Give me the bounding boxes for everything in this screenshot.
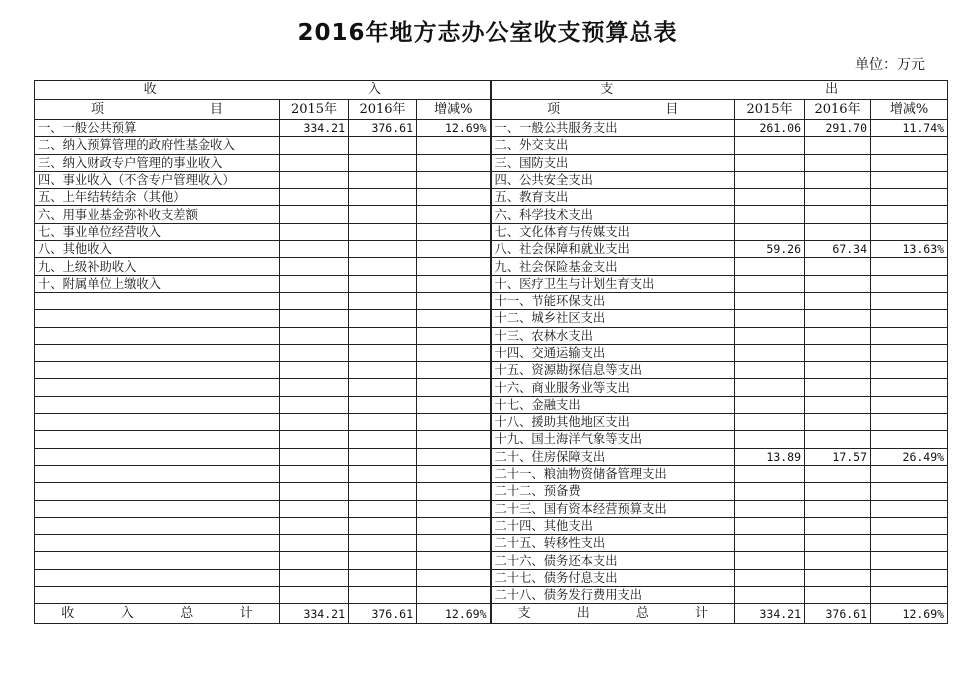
income-item-name: [35, 310, 280, 327]
expense-value-2016: [805, 258, 871, 275]
income-item-name: 四、事业收入（不含专户管理收入）: [35, 171, 280, 188]
expense-change: [871, 414, 948, 431]
income-value-2016: [349, 189, 417, 206]
expense-change: [871, 344, 948, 361]
expense-value-2015: [735, 500, 805, 517]
income-value-2015: [280, 241, 349, 258]
income-value-2015: [280, 448, 349, 465]
expense-item-name: 十八、援助其他地区支出: [491, 414, 735, 431]
income-change: [417, 258, 491, 275]
income-item-name: 一、一般公共预算: [35, 120, 280, 137]
income-value-2016: [349, 137, 417, 154]
income-value-2016: [349, 414, 417, 431]
income-change: [417, 587, 491, 604]
page-title: 2016年地方志办公室收支预算总表: [297, 20, 678, 46]
expense-change: [871, 223, 948, 240]
income-item-name: [35, 431, 280, 448]
income-change: [417, 431, 491, 448]
income-value-2016: [349, 275, 417, 292]
income-item-header: 项 目: [35, 100, 280, 120]
income-value-2015: [280, 206, 349, 223]
income-value-2016: [349, 327, 417, 344]
table-row: [35, 223, 948, 240]
expense-value-2016: 17.57: [805, 448, 871, 465]
income-change: [417, 414, 491, 431]
income-item-name: 七、事业单位经营收入: [35, 223, 280, 240]
expense-2016-header: 2016年: [805, 100, 871, 120]
expense-value-2016: [805, 275, 871, 292]
expense-item-name: 二、外交支出: [491, 137, 735, 154]
income-value-2016: [349, 569, 417, 586]
income-change: [417, 483, 491, 500]
expense-item-name: 三、国防支出: [491, 154, 735, 171]
expense-item-name: 二十六、债务还本支出: [491, 552, 735, 569]
income-change: [417, 171, 491, 188]
income-change: [417, 517, 491, 534]
table-row: [35, 154, 948, 171]
totals-row: [35, 604, 948, 624]
expense-section-header: 支 出: [491, 81, 948, 100]
expense-value-2015: [735, 292, 805, 309]
expense-value-2016: [805, 327, 871, 344]
expense-value-2015: [735, 379, 805, 396]
expense-value-2015: [735, 344, 805, 361]
income-item-name: 三、纳入财政专户管理的事业收入: [35, 154, 280, 171]
income-item-name: [35, 535, 280, 552]
expense-change: 26.49%: [871, 448, 948, 465]
income-value-2015: [280, 189, 349, 206]
expense-change: [871, 483, 948, 500]
income-change: [417, 275, 491, 292]
expense-value-2015: [735, 223, 805, 240]
expense-value-2016: [805, 465, 871, 482]
income-value-2016: [349, 552, 417, 569]
income-value-2016: [349, 171, 417, 188]
income-change: [417, 137, 491, 154]
income-item-name: [35, 379, 280, 396]
expense-change: [871, 569, 948, 586]
income-item-name: 二、纳入预算管理的政府性基金收入: [35, 137, 280, 154]
expense-total-2015: 334.21: [735, 604, 805, 624]
income-change: [417, 500, 491, 517]
expense-value-2015: [735, 137, 805, 154]
income-change: [417, 189, 491, 206]
expense-item-name: 十七、金融支出: [491, 396, 735, 413]
income-value-2016: [349, 587, 417, 604]
income-value-2016: [349, 517, 417, 534]
expense-value-2016: [805, 500, 871, 517]
expense-2015-header: 2015年: [735, 100, 805, 120]
table-row: [35, 483, 948, 500]
expense-value-2015: [735, 431, 805, 448]
expense-item-name: 十五、资源勘探信息等支出: [491, 362, 735, 379]
table-row: [35, 362, 948, 379]
income-value-2015: [280, 535, 349, 552]
income-value-2016: [349, 310, 417, 327]
income-change: [417, 535, 491, 552]
expense-change: [871, 500, 948, 517]
income-item-name: [35, 569, 280, 586]
income-value-2015: [280, 517, 349, 534]
expense-value-2015: [735, 189, 805, 206]
income-change-header: 增减%: [417, 100, 491, 120]
expense-change: [871, 396, 948, 413]
income-change: [417, 552, 491, 569]
table-row: [35, 120, 948, 137]
income-value-2015: [280, 552, 349, 569]
income-value-2015: [280, 275, 349, 292]
table-row: [35, 569, 948, 586]
header-row-section: [35, 81, 948, 100]
expense-item-name: 六、科学技术支出: [491, 206, 735, 223]
expense-item-name: 十、医疗卫生与计划生育支出: [491, 275, 735, 292]
expense-item-name: 二十、住房保障支出: [491, 448, 735, 465]
income-value-2016: [349, 500, 417, 517]
income-value-2015: [280, 500, 349, 517]
expense-change: [871, 379, 948, 396]
income-value-2016: 376.61: [349, 120, 417, 137]
table-row: [35, 344, 948, 361]
table-row: [35, 189, 948, 206]
expense-change-header: 增减%: [871, 100, 948, 120]
expense-item-name: 十二、城乡社区支出: [491, 310, 735, 327]
income-item-name: [35, 292, 280, 309]
table-row: [35, 517, 948, 534]
income-change: [417, 344, 491, 361]
expense-item-name: 八、社会保障和就业支出: [491, 241, 735, 258]
income-value-2016: [349, 431, 417, 448]
expense-value-2016: 291.70: [805, 120, 871, 137]
expense-value-2016: [805, 396, 871, 413]
income-item-name: [35, 362, 280, 379]
expense-value-2016: [805, 535, 871, 552]
table-row: [35, 292, 948, 309]
expense-value-2015: 59.26: [735, 241, 805, 258]
income-value-2016: [349, 292, 417, 309]
budget-table: [34, 80, 948, 624]
expense-value-2015: [735, 258, 805, 275]
income-value-2016: [349, 154, 417, 171]
income-value-2015: [280, 431, 349, 448]
expense-change: [871, 431, 948, 448]
expense-value-2016: [805, 310, 871, 327]
expense-total-label: 支 出 总 计: [491, 604, 735, 624]
table-row: [35, 500, 948, 517]
income-item-name: [35, 344, 280, 361]
income-item-name: [35, 327, 280, 344]
expense-value-2016: [805, 344, 871, 361]
income-value-2016: [349, 483, 417, 500]
expense-item-name: 二十三、国有资本经营预算支出: [491, 500, 735, 517]
expense-value-2015: [735, 171, 805, 188]
expense-value-2015: [735, 154, 805, 171]
income-2016-header: 2016年: [349, 100, 417, 120]
income-change: [417, 154, 491, 171]
income-value-2015: [280, 258, 349, 275]
expense-item-name: 七、文化体育与传媒支出: [491, 223, 735, 240]
expense-value-2016: [805, 379, 871, 396]
expense-item-name: 一、一般公共服务支出: [491, 120, 735, 137]
income-item-name: [35, 587, 280, 604]
income-change: [417, 569, 491, 586]
expense-value-2016: [805, 483, 871, 500]
income-change: [417, 448, 491, 465]
income-item-name: [35, 552, 280, 569]
table-row: [35, 379, 948, 396]
expense-value-2016: [805, 552, 871, 569]
expense-change: [871, 258, 948, 275]
expense-value-2015: [735, 552, 805, 569]
income-change: [417, 206, 491, 223]
income-change: [417, 327, 491, 344]
expense-change: [871, 310, 948, 327]
expense-item-name: 二十一、粮油物资储备管理支出: [491, 465, 735, 482]
income-change: [417, 292, 491, 309]
table-row: [35, 535, 948, 552]
expense-item-name: 五、教育支出: [491, 189, 735, 206]
income-value-2016: [349, 362, 417, 379]
income-change: [417, 223, 491, 240]
expense-change: [871, 535, 948, 552]
income-value-2015: [280, 310, 349, 327]
expense-value-2015: [735, 483, 805, 500]
income-change: [417, 379, 491, 396]
income-total-2015: 334.21: [280, 604, 349, 624]
expense-total-2016: 376.61: [805, 604, 871, 624]
expense-item-name: 二十五、转移性支出: [491, 535, 735, 552]
income-change: [417, 465, 491, 482]
expense-value-2016: [805, 292, 871, 309]
income-item-name: [35, 396, 280, 413]
expense-item-name: 十九、国土海洋气象等支出: [491, 431, 735, 448]
expense-item-header: 项 目: [491, 100, 735, 120]
expense-value-2016: [805, 154, 871, 171]
income-item-name: 六、用事业基金弥补收支差额: [35, 206, 280, 223]
expense-item-name: 二十八、债务发行费用支出: [491, 587, 735, 604]
expense-change: 13.63%: [871, 241, 948, 258]
table-row: [35, 275, 948, 292]
income-item-name: [35, 448, 280, 465]
income-item-name: 五、上年结转结余（其他）: [35, 189, 280, 206]
income-value-2016: [349, 241, 417, 258]
header-row-columns: [35, 100, 948, 120]
income-value-2016: [349, 535, 417, 552]
expense-value-2015: 261.06: [735, 120, 805, 137]
income-total-change: 12.69%: [417, 604, 491, 624]
income-value-2015: [280, 137, 349, 154]
expense-value-2016: [805, 189, 871, 206]
expense-value-2016: 67.34: [805, 241, 871, 258]
expense-value-2016: [805, 517, 871, 534]
expense-change: [871, 327, 948, 344]
table-row: [35, 431, 948, 448]
expense-value-2015: [735, 587, 805, 604]
income-value-2015: [280, 223, 349, 240]
income-value-2015: [280, 414, 349, 431]
expense-change: [871, 189, 948, 206]
income-value-2016: [349, 448, 417, 465]
unit-label: 单位：万元: [855, 57, 925, 73]
table-row: [35, 258, 948, 275]
income-value-2016: [349, 344, 417, 361]
expense-item-name: 十三、农林水支出: [491, 327, 735, 344]
income-value-2015: 334.21: [280, 120, 349, 137]
table-row: [35, 465, 948, 482]
expense-value-2015: [735, 362, 805, 379]
income-item-name: 八、其他收入: [35, 241, 280, 258]
expense-item-name: 四、公共安全支出: [491, 171, 735, 188]
expense-value-2016: [805, 171, 871, 188]
income-section-header: 收 入: [35, 81, 491, 100]
expense-value-2015: [735, 569, 805, 586]
expense-change: [871, 587, 948, 604]
expense-change: [871, 362, 948, 379]
expense-change: [871, 154, 948, 171]
income-value-2015: [280, 587, 349, 604]
expense-item-name: 二十四、其他支出: [491, 517, 735, 534]
income-value-2015: [280, 327, 349, 344]
income-value-2016: [349, 396, 417, 413]
income-change: [417, 310, 491, 327]
expense-change: [871, 137, 948, 154]
expense-change: [871, 552, 948, 569]
table-row: [35, 310, 948, 327]
expense-change: [871, 275, 948, 292]
income-value-2015: [280, 465, 349, 482]
expense-value-2015: [735, 517, 805, 534]
expense-value-2016: [805, 362, 871, 379]
table-row: [35, 171, 948, 188]
income-item-name: 十、附属单位上缴收入: [35, 275, 280, 292]
income-value-2015: [280, 362, 349, 379]
table-row: [35, 448, 948, 465]
income-value-2016: [349, 465, 417, 482]
expense-change: [871, 517, 948, 534]
expense-value-2015: [735, 535, 805, 552]
income-total-2016: 376.61: [349, 604, 417, 624]
expense-item-name: 十一、节能环保支出: [491, 292, 735, 309]
income-value-2016: [349, 258, 417, 275]
table-row: [35, 206, 948, 223]
expense-value-2016: [805, 223, 871, 240]
table-row: [35, 587, 948, 604]
table-row: [35, 414, 948, 431]
table-row: [35, 396, 948, 413]
expense-change: 11.74%: [871, 120, 948, 137]
income-change: [417, 362, 491, 379]
expense-change: [871, 465, 948, 482]
expense-item-name: 二十二、预备费: [491, 483, 735, 500]
expense-value-2015: [735, 414, 805, 431]
expense-value-2015: [735, 396, 805, 413]
income-item-name: [35, 517, 280, 534]
income-item-name: [35, 483, 280, 500]
table-row: [35, 241, 948, 258]
expense-change: [871, 206, 948, 223]
expense-value-2016: [805, 206, 871, 223]
expense-change: [871, 171, 948, 188]
expense-total-change: 12.69%: [871, 604, 948, 624]
income-item-name: [35, 414, 280, 431]
income-item-name: [35, 465, 280, 482]
income-value-2015: [280, 483, 349, 500]
table-row: [35, 137, 948, 154]
income-value-2016: [349, 379, 417, 396]
expense-value-2015: [735, 310, 805, 327]
income-value-2016: [349, 206, 417, 223]
expense-item-name: 二十七、债务付息支出: [491, 569, 735, 586]
expense-value-2016: [805, 414, 871, 431]
income-change: [417, 396, 491, 413]
income-value-2015: [280, 569, 349, 586]
expense-value-2015: [735, 465, 805, 482]
table-row: [35, 327, 948, 344]
income-change: [417, 241, 491, 258]
table-row: [35, 552, 948, 569]
expense-value-2016: [805, 431, 871, 448]
income-value-2015: [280, 292, 349, 309]
expense-item-name: 九、社会保险基金支出: [491, 258, 735, 275]
income-value-2015: [280, 379, 349, 396]
expense-value-2015: [735, 275, 805, 292]
expense-item-name: 十四、交通运输支出: [491, 344, 735, 361]
expense-value-2015: 13.89: [735, 448, 805, 465]
income-value-2015: [280, 154, 349, 171]
expense-item-name: 十六、商业服务业等支出: [491, 379, 735, 396]
income-value-2015: [280, 171, 349, 188]
income-change: 12.69%: [417, 120, 491, 137]
income-value-2016: [349, 223, 417, 240]
income-2015-header: 2015年: [280, 100, 349, 120]
expense-value-2015: [735, 327, 805, 344]
income-value-2015: [280, 396, 349, 413]
income-value-2015: [280, 344, 349, 361]
income-item-name: [35, 500, 280, 517]
income-total-label: 收 入 总 计: [35, 604, 280, 624]
expense-value-2015: [735, 206, 805, 223]
expense-value-2016: [805, 137, 871, 154]
expense-change: [871, 292, 948, 309]
expense-value-2016: [805, 587, 871, 604]
expense-value-2016: [805, 569, 871, 586]
income-item-name: 九、上级补助收入: [35, 258, 280, 275]
